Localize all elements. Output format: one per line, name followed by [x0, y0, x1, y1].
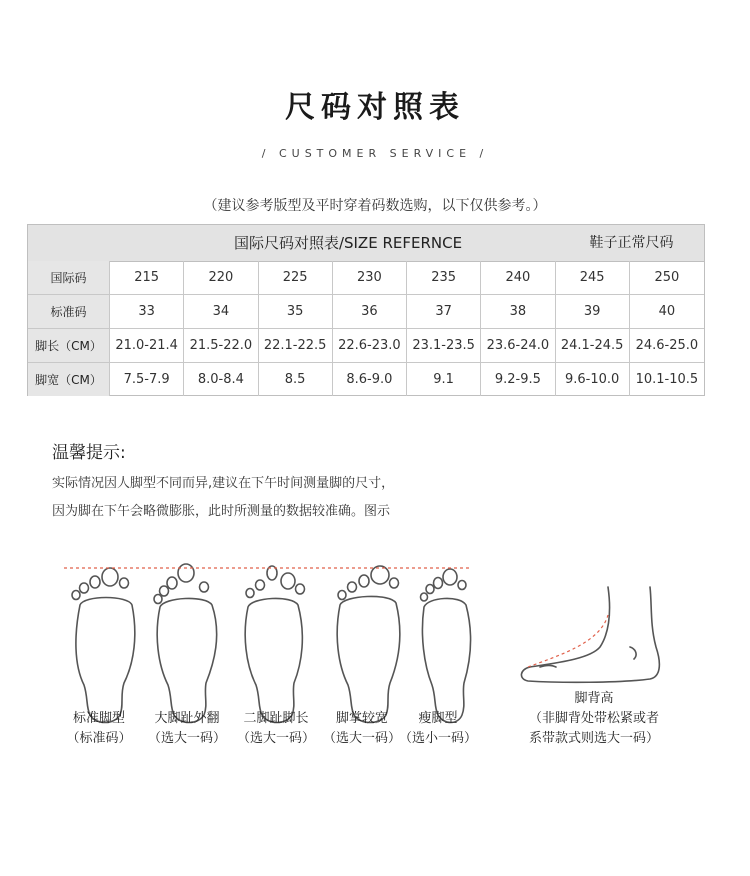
instep-hint-2: 系带款式则选大一码）	[528, 731, 659, 746]
table-cell: 10.1-10.5	[635, 372, 699, 387]
foot-name: 标准脚型	[72, 711, 125, 726]
table-cell: 7.5-7.9	[110, 363, 184, 396]
table-cell: 40	[658, 304, 676, 319]
row-label: 国际码	[28, 261, 110, 294]
foot-caption-instep	[510, 689, 678, 749]
table-cell: 245	[556, 261, 630, 294]
table-cell: 240	[481, 261, 555, 294]
foot-caption-wide	[318, 709, 406, 749]
standard-foot-icon	[72, 568, 135, 723]
foot-hint: （选小一码）	[398, 731, 477, 746]
table-row	[28, 261, 704, 295]
tips-line-1: 实际情况因人脚型不同而异,建议在下午时间测量脚的尺寸，	[52, 476, 395, 491]
second-toe-foot-icon	[245, 566, 304, 723]
table-cell: 35	[259, 295, 333, 328]
foot-hint: （选大一码）	[322, 731, 401, 746]
table-cell: 220	[184, 261, 258, 294]
table-cell: 22.1-22.5	[259, 329, 333, 362]
table-header	[28, 225, 704, 262]
row-label: 脚长（CM）	[28, 329, 110, 362]
foot-caption-bunion	[142, 709, 232, 749]
foot-hint: （选大一码）	[147, 731, 226, 746]
foot-name: 二脚趾脚长	[243, 711, 309, 726]
table-row	[28, 329, 704, 363]
wide-foot-icon	[337, 566, 400, 723]
table-cell: 21.5-22.0	[184, 329, 258, 362]
foot-name: 瘦脚型	[418, 711, 458, 726]
row-label: 脚宽（CM）	[28, 363, 110, 396]
tips-title: 温馨提示:	[52, 443, 126, 463]
table-cell: 9.6-10.0	[556, 363, 630, 396]
table-cell: 36	[333, 295, 407, 328]
table-cell: 23.6-24.0	[481, 329, 555, 362]
bunion-foot-icon	[154, 564, 217, 723]
slim-foot-icon	[421, 569, 471, 723]
table-side-heading: 鞋子正常尺码	[589, 235, 674, 251]
table-cell: 215	[110, 261, 184, 294]
table-heading: 国际尺码对照表/SIZE REFERNCE	[233, 234, 463, 252]
table-cell: 37	[407, 295, 481, 328]
instep-foot-icon	[521, 587, 659, 682]
row-label: 标准码	[28, 295, 110, 328]
table-cell: 230	[333, 261, 407, 294]
table-cell: 33	[110, 295, 184, 328]
table-cell: 9.1	[407, 363, 481, 396]
foot-caption-slim	[398, 709, 478, 749]
instep-name: 脚背高	[574, 691, 614, 706]
foot-name: 大脚趾外翻	[154, 711, 220, 726]
table-cell: 8.0-8.4	[184, 363, 258, 396]
foot-hint: （选大一码）	[236, 731, 315, 746]
table-cell: 21.0-21.4	[110, 329, 184, 362]
foot-caption-second-toe	[232, 709, 320, 749]
instep-hint-1: （非脚背处带松紧或者	[528, 711, 659, 726]
size-table	[27, 224, 705, 396]
table-cell: 23.1-23.5	[407, 329, 481, 362]
table-cell: 235	[407, 261, 481, 294]
table-cell: 24.1-24.5	[556, 329, 630, 362]
table-cell: 225	[259, 261, 333, 294]
table-cell: 250	[654, 270, 680, 285]
table-cell: 8.6-9.0	[333, 363, 407, 396]
foot-hint: （标准码）	[66, 731, 132, 746]
table-cell: 34	[184, 295, 258, 328]
instep-guide-line	[528, 615, 608, 667]
table-row	[28, 363, 704, 396]
reference-note: （建议参考版型及平时穿着码数选购，以下仅供参考。）	[203, 198, 547, 214]
table-cell: 38	[481, 295, 555, 328]
table-cell: 22.6-23.0	[333, 329, 407, 362]
page-subtitle: / CUSTOMER SERVICE /	[261, 147, 489, 160]
table-cell: 24.6-25.0	[635, 338, 699, 353]
table-row	[28, 295, 704, 329]
table-cell: 8.5	[259, 363, 333, 396]
foot-name: 脚掌较宽	[335, 711, 388, 726]
table-cell: 39	[556, 295, 630, 328]
page-title: 尺码对照表	[285, 90, 465, 125]
tips-line-2: 因为脚在下午会略微膨胀，此时所测量的数据较准确。图示	[52, 504, 391, 519]
table-cell: 9.2-9.5	[481, 363, 555, 396]
foot-caption-standard	[58, 709, 140, 749]
